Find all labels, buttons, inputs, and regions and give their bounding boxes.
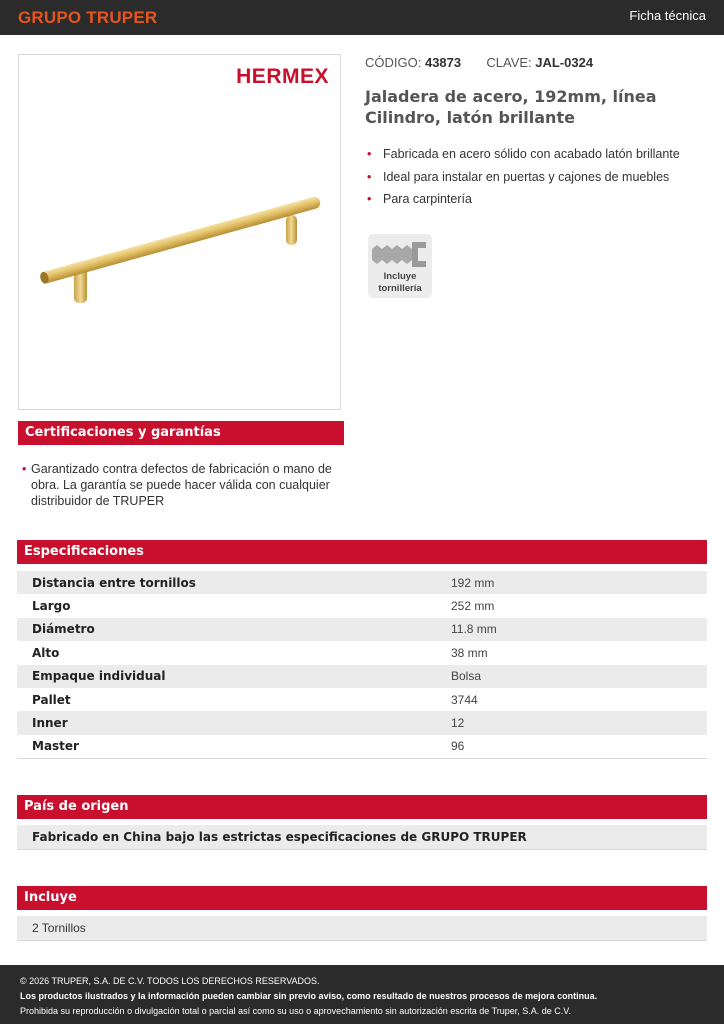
table-row <box>17 641 707 664</box>
spec-label: Diámetro <box>32 622 95 637</box>
copyright-text: © 2026 TRUPER, S.A. DE C.V. TODOS LOS DERECHOS RESERVADOS. <box>20 976 320 986</box>
table-row <box>17 618 707 641</box>
includes-text: 2 Tornillos <box>17 916 707 941</box>
table-row <box>17 688 707 711</box>
specifications-table <box>17 571 707 759</box>
spec-value: Bolsa <box>451 669 482 684</box>
drawer-handle-illustration <box>19 55 342 411</box>
disclaimer-text: Los productos ilustrados y la información pueden cambiar sin previo aviso, como resultado de nuestros procesos de mejora continua. <box>20 991 598 1001</box>
spec-value: 12 <box>451 716 465 731</box>
right-post <box>286 215 297 245</box>
spec-label: Alto <box>32 645 60 660</box>
code-value: 43873 <box>424 55 462 70</box>
badge-label: Incluye tornillería <box>378 271 422 294</box>
spec-label: Pallet <box>32 692 71 707</box>
table-row <box>17 594 707 617</box>
feature-item: • Para carpintería <box>367 191 680 214</box>
table-row <box>17 665 707 688</box>
handle-bar <box>39 196 322 285</box>
spec-value: 11.8 mm <box>451 622 497 637</box>
legal-text: Prohibida su reproducción o divulgación total o parcial así como su uso o aprovechamiento sin autorización escrita de Truper, S.A. de C.V. <box>20 1006 571 1016</box>
hermex-logo: HERMEX <box>236 65 329 88</box>
code-label: CÓDIGO: <box>365 55 422 70</box>
key-label: CLAVE: <box>486 55 532 70</box>
product-image <box>18 54 341 410</box>
spec-label: Largo <box>32 599 71 614</box>
feature-item: • Ideal para instalar en puertas y cajones de muebles <box>367 169 680 192</box>
spec-label: Inner <box>32 716 68 731</box>
top-bar <box>0 0 724 35</box>
product-title: Jaladera de acero, 192mm, línea Cilindro, latón brillante <box>365 87 657 127</box>
key-value: JAL-0324 <box>535 55 594 70</box>
includes-header: Incluye <box>17 886 707 910</box>
feature-list <box>367 146 680 214</box>
warranty-text: • Garantizado contra defectos de fabricación o mano de obra. La garantía se puede hacer válida con cualquier distribuidor de TRUPER <box>22 461 342 509</box>
includes-hardware-badge <box>368 234 432 298</box>
origin-header: País de origen <box>17 795 707 819</box>
table-row <box>17 571 707 594</box>
specifications-header: Especificaciones <box>17 540 707 564</box>
document-type-label: Ficha técnica <box>629 8 706 23</box>
spec-value: 192 mm <box>451 575 495 590</box>
spec-value: 252 mm <box>451 599 495 614</box>
spec-value: 3744 <box>451 692 478 707</box>
spec-value: 38 mm <box>451 645 488 660</box>
spec-label: Master <box>32 739 79 754</box>
spec-label: Empaque individual <box>32 669 166 684</box>
table-row <box>17 711 707 734</box>
footer <box>0 965 724 1024</box>
spec-label: Distancia entre tornillos <box>32 575 196 590</box>
spec-value: 96 <box>451 739 465 754</box>
brand-logo: GRUPO TRUPER <box>18 8 158 27</box>
table-row <box>17 735 707 758</box>
certifications-header: Certificaciones y garantías <box>18 421 344 445</box>
origin-text: Fabricado en China bajo las estrictas especificaciones de GRUPO TRUPER <box>17 825 707 850</box>
screw-icon <box>368 234 432 274</box>
feature-item: • Fabricada en acero sólido con acabado latón brillante <box>367 146 680 169</box>
product-codes <box>365 55 593 70</box>
